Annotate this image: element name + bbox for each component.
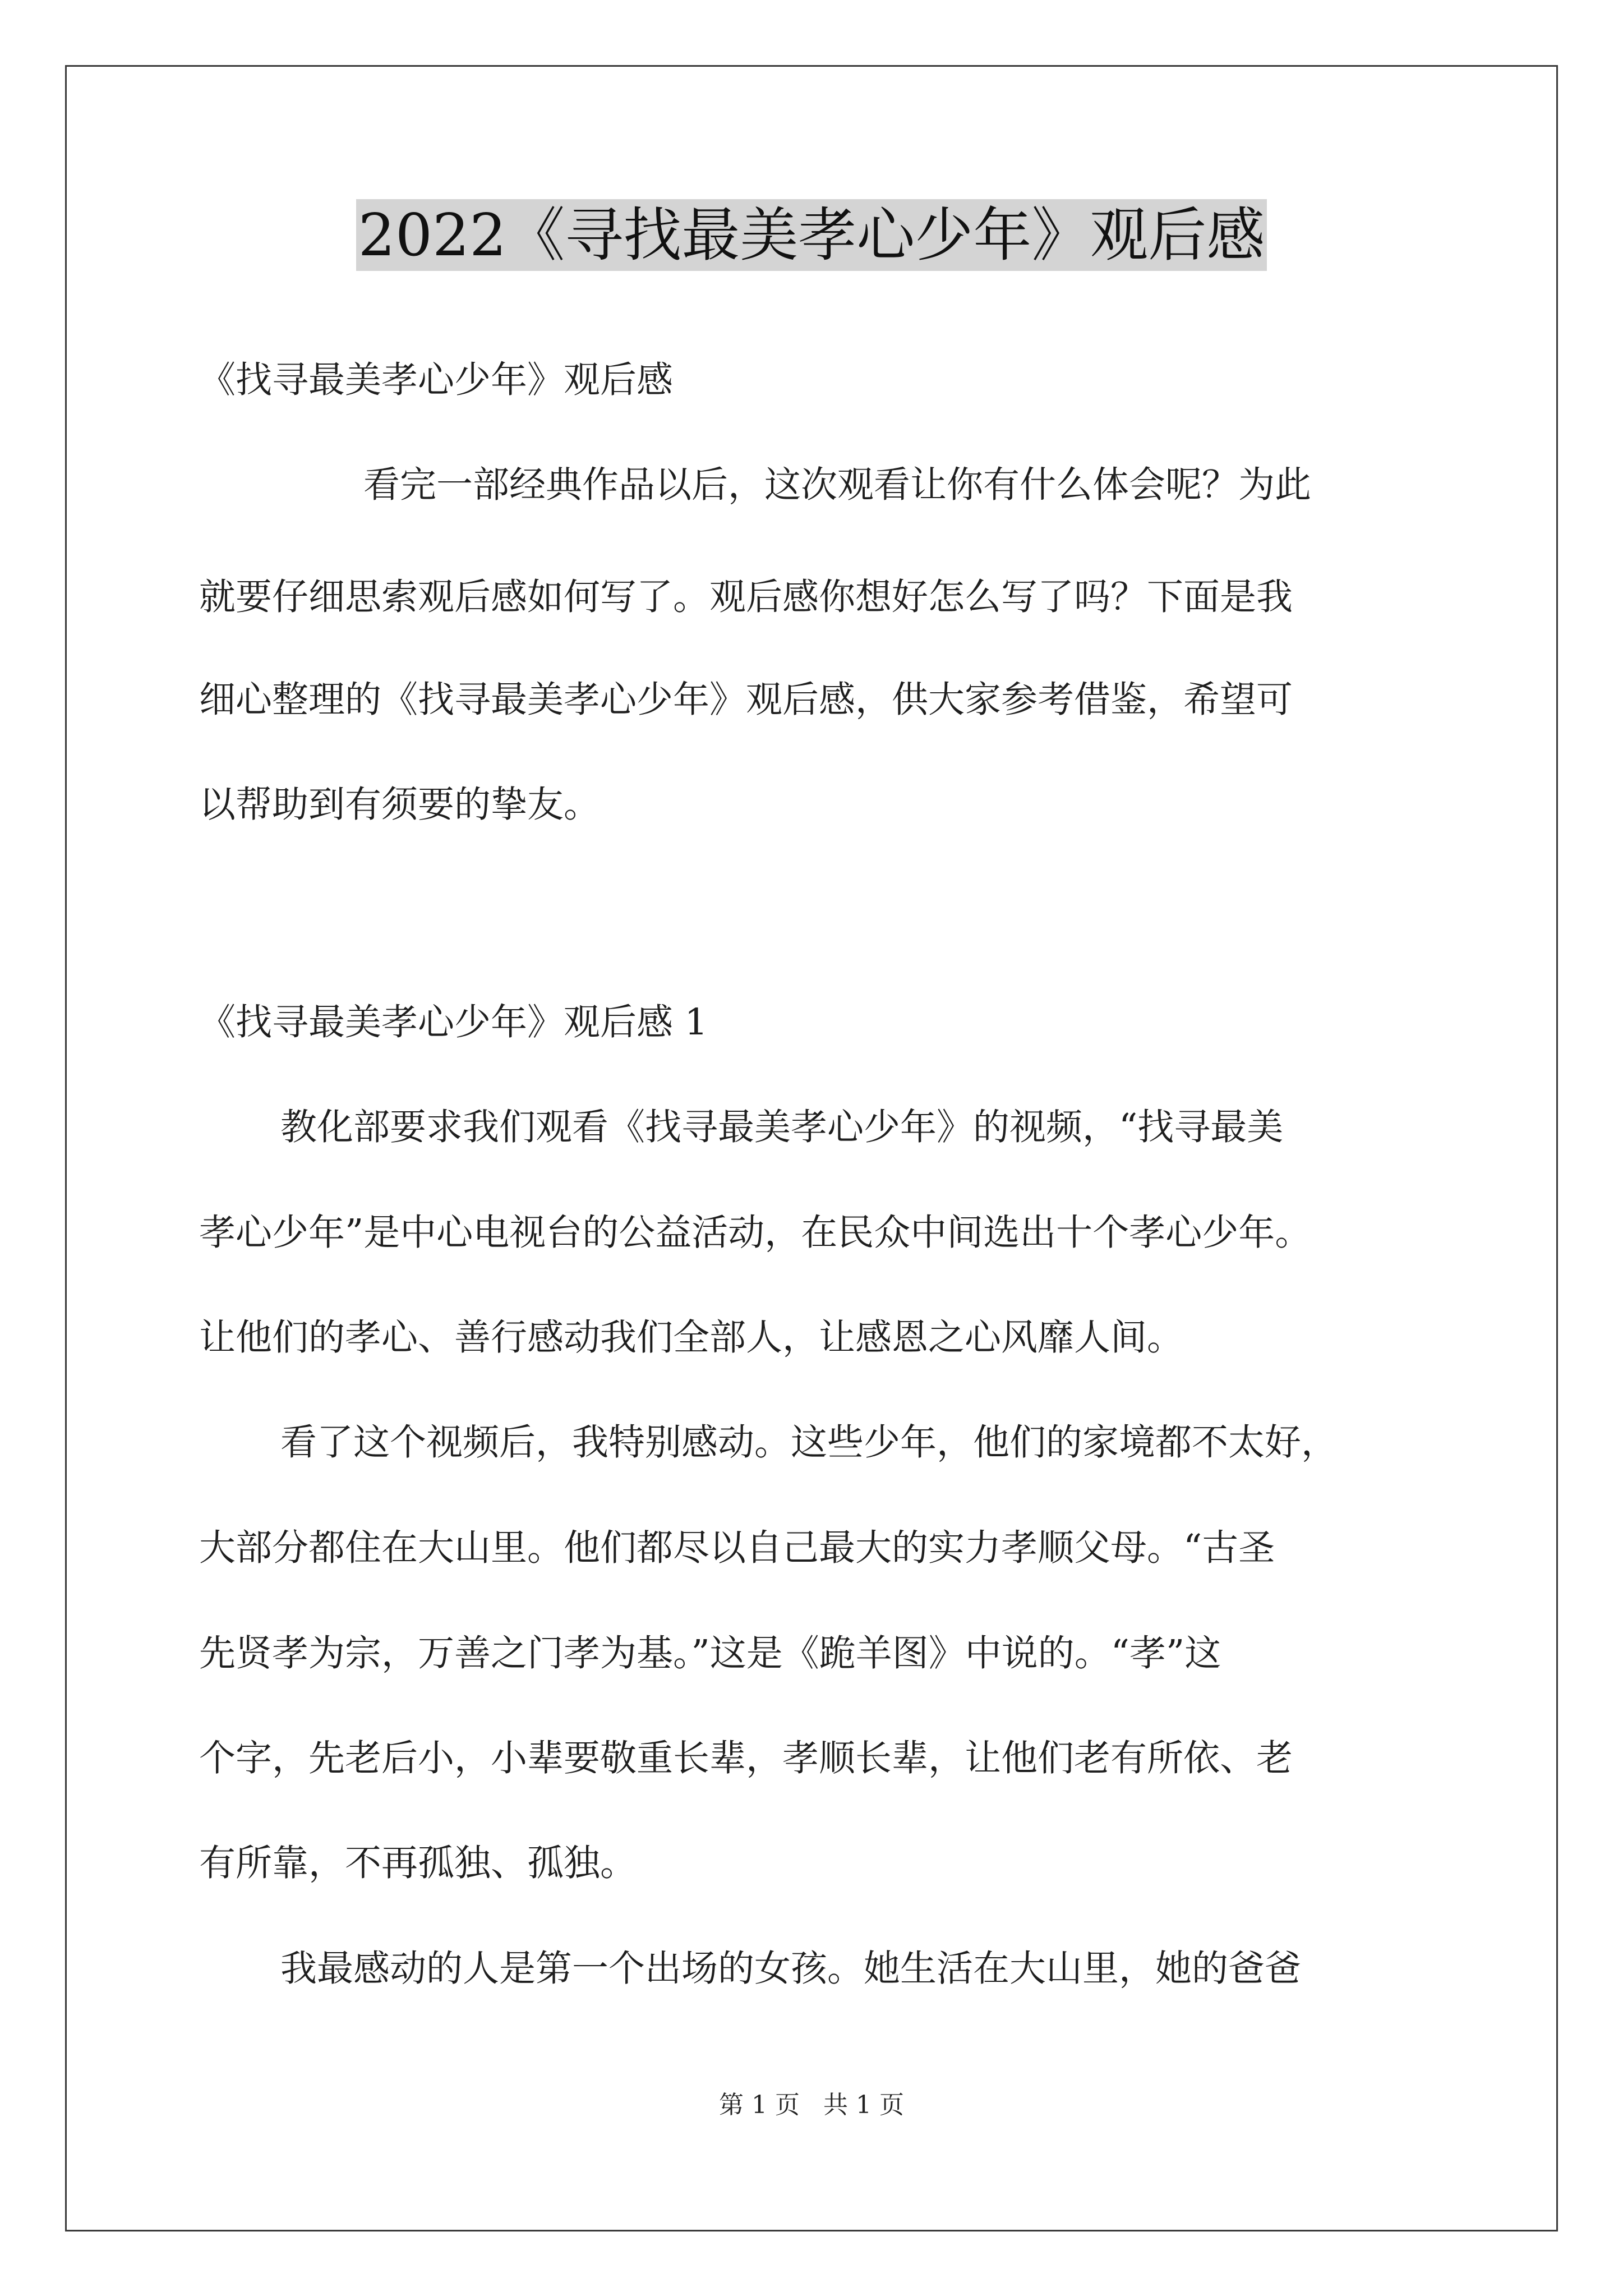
paragraph1-line-2: 孝心少年”是中心电视台的公益活动，在民众中间选出十个孝心少年。 <box>199 1212 1312 1254</box>
document-title: 2022《寻找最美孝心少年》观后感 <box>356 199 1267 271</box>
paragraph1-line-3: 让他们的孝心、善行感动我们全部人，让感恩之心风靡人间。 <box>199 1317 1184 1359</box>
paragraph3-line-1: 我最感动的人是第一个出场的女孩。她生活在大山里，她的爸爸 <box>280 1948 1302 1990</box>
intro-line-4: 以帮助到有须要的挚友。 <box>199 784 601 826</box>
intro-line-2: 就要仔细思索观后感如何写了。观后感你想好怎么写了吗？下面是我 <box>199 576 1293 618</box>
intro-line-3: 细心整理的《找寻最美孝心少年》观后感，供大家参考借鉴，希望可 <box>199 679 1293 721</box>
page-number-footer: 第 1 页 共 1 页 <box>719 2091 904 2119</box>
intro-line-1: 看完一部经典作品以后，这次观看让你有什么体会呢？为此 <box>363 464 1312 506</box>
document-subtitle: 《找寻最美孝心少年》观后感 <box>199 359 674 401</box>
paragraph2-line-1: 看了这个视频后，我特别感动。这些少年，他们的家境都不太好， <box>280 1421 1338 1464</box>
paragraph2-line-2: 大部分都住在大山里。他们都尽以自己最大的实力孝顺父母。“古圣 <box>199 1527 1275 1569</box>
paragraph2-line-5: 有所靠，不再孤独、孤独。 <box>199 1842 637 1884</box>
title-container <box>0 199 1623 271</box>
paragraph2-line-4: 个字，先老后小，小辈要敬重长辈，孝顺长辈，让他们老有所依、老 <box>199 1737 1293 1779</box>
section-heading: 《找寻最美孝心少年》观后感 1 <box>199 1001 708 1043</box>
paragraph1-line-1: 教化部要求我们观看《找寻最美孝心少年》的视频，“找寻最美 <box>280 1106 1284 1148</box>
paragraph2-line-3: 先贤孝为宗，万善之门孝为基。”这是《跪羊图》中说的。“孝”这 <box>199 1632 1221 1674</box>
